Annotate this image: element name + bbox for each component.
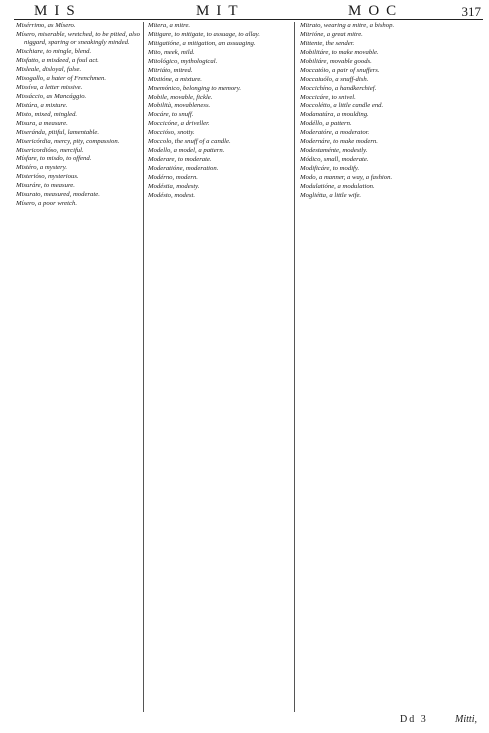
dictionary-entry: Mito, meek, mild.: [148, 48, 195, 56]
column-2: [148, 22, 288, 712]
dictionary-entry: Mittente, the sender.: [300, 39, 355, 47]
signature-mark: Dd 3: [400, 714, 428, 725]
dictionary-entry: Misto, mixed, mingled.: [16, 110, 78, 118]
dictionary-entry: Moccaiuólo, a snuff-dish.: [300, 75, 369, 83]
guide-word-left: MIS: [34, 3, 82, 19]
dictionary-entry: Misericórdia, mercy, pity, compassion.: [16, 137, 120, 145]
dictionary-entry: Mobiliáre, movable goods.: [300, 57, 372, 65]
dictionary-entry: Modanatúra, a moulding.: [300, 111, 369, 119]
dictionary-entry: Modo, a manner, a way, a fashion.: [300, 173, 393, 181]
dictionary-entry: Moccolo, the snuff of a candle.: [148, 138, 231, 146]
dictionary-entry: Miseránda, pitiful, lamentable.: [16, 128, 100, 136]
column-divider: [294, 22, 295, 712]
guide-word-middle: MIT: [196, 3, 245, 19]
dictionary-entry: Modésto, modest.: [148, 191, 195, 199]
dictionary-entry: Misura, a measure.: [16, 119, 68, 127]
dictionary-entry: Mísfare, to misdo, to offend.: [16, 155, 92, 163]
dictionary-entry: Mitera, a mitre.: [148, 22, 191, 29]
guide-word-right: MOC: [348, 3, 404, 19]
dictionary-entry: Misericordióso, merciful.: [16, 146, 84, 154]
dictionary-entry: Missíva, a letter missive.: [16, 83, 83, 91]
dictionary-entry: Modificáre, to modify.: [300, 165, 360, 172]
catchword: Mitti,: [455, 714, 477, 725]
dictionary-entry: Modestaménte, modestly.: [300, 147, 368, 155]
dictionary-entry: Moccolétto, a little candle end.: [300, 102, 384, 110]
dictionary-entry: Misogallo, a hater of Frenchmen.: [16, 75, 107, 83]
dictionary-entry: Mixtióne, a mixture.: [148, 75, 202, 83]
dictionary-entry: Modéllo, a pattern.: [300, 120, 352, 128]
page-footer: [290, 714, 485, 728]
dictionary-entry: Misleale, disloyal, false.: [16, 66, 82, 74]
dictionary-entry: Misurato, measured, moderate.: [16, 191, 100, 199]
dictionary-entry: Mistéro, a mystery.: [16, 164, 68, 172]
dictionary-entry: Mistúra, a mixture.: [16, 101, 68, 109]
dictionary-entry: Misuráre, to measure.: [16, 182, 75, 190]
page-number: 317: [461, 4, 481, 19]
dictionary-entry: Mobilità, movableness.: [148, 102, 211, 110]
dictionary-entry: Modérno, modern.: [148, 173, 198, 181]
dictionary-entry: Moccicóne, a driveller.: [148, 120, 210, 128]
dictionary-entry: Mitriáto, mitred.: [148, 66, 193, 74]
dictionary-entry: Mitológico, mythological.: [148, 57, 218, 65]
dictionary-entry: Moccióso, snotty.: [148, 129, 195, 137]
dictionary-entry: Mobilitáre, to make movable.: [300, 48, 379, 56]
dictionary-entry: Moccichíno, a handkerchief.: [300, 84, 377, 92]
dictionary-entry: Modulatióne, a modulation.: [300, 182, 375, 190]
head-rule: [14, 19, 483, 20]
dictionary-entry: Misfatto, a misdeed, a foul act.: [16, 57, 99, 65]
running-head: [14, 3, 485, 23]
dictionary-entry: Modernáre, to make modern.: [300, 138, 378, 146]
dictionary-entry: Mitrato, wearing a mitre, a bishop.: [300, 22, 395, 29]
dictionary-entry: Mísero, miserable, wretched, to be pitied, also niggard, sparing or sneakingly minded.: [16, 30, 140, 47]
dictionary-entry: Mitigatióne, a mitigation, an assuaging.: [148, 39, 256, 47]
column-3: [300, 22, 476, 712]
dictionary-entry: Modello, a model, a pattern.: [148, 147, 225, 155]
dictionary-entry: Moccatóio, a pair of snuffers.: [300, 66, 380, 74]
dictionary-entry: Moccicáre, to snivel.: [300, 93, 356, 101]
dictionary-entry: Moderatóre, a moderator.: [300, 129, 370, 137]
dictionary-entry: Misterióso, mysterious.: [16, 173, 79, 181]
dictionary-entry: Modéstia, modesty.: [148, 182, 200, 190]
dictionary-entry: Missáccio, as Mancággio.: [16, 92, 87, 100]
dictionary-entry: Moderare, to moderate.: [148, 156, 212, 164]
dictionary-entry: Mischiare, to mingle, blend.: [16, 48, 92, 56]
dictionary-entry: Mnemónico, belonging to memory.: [148, 84, 242, 92]
dictionary-entry: Misérrimo, as Mísero.: [16, 22, 76, 29]
dictionary-entry: Módico, small, moderate.: [300, 156, 369, 164]
column-1: [16, 22, 140, 712]
column-divider: [143, 22, 144, 712]
dictionary-entry: Mitigare, to mitigate, to assuage, to allay.: [148, 30, 260, 38]
dictionary-entry: Mitrióne, a great mitre.: [300, 30, 363, 38]
dictionary-entry: Mobile, movable, fickle.: [148, 93, 213, 101]
dictionary-entry: Mísero, a poor wretch.: [16, 200, 77, 208]
dictionary-entry: Mogliétta, a little wife.: [300, 191, 362, 199]
dictionary-entry: Mocáre, to snuff.: [148, 111, 194, 119]
dictionary-entry: Moderatióne, moderation.: [148, 165, 219, 172]
